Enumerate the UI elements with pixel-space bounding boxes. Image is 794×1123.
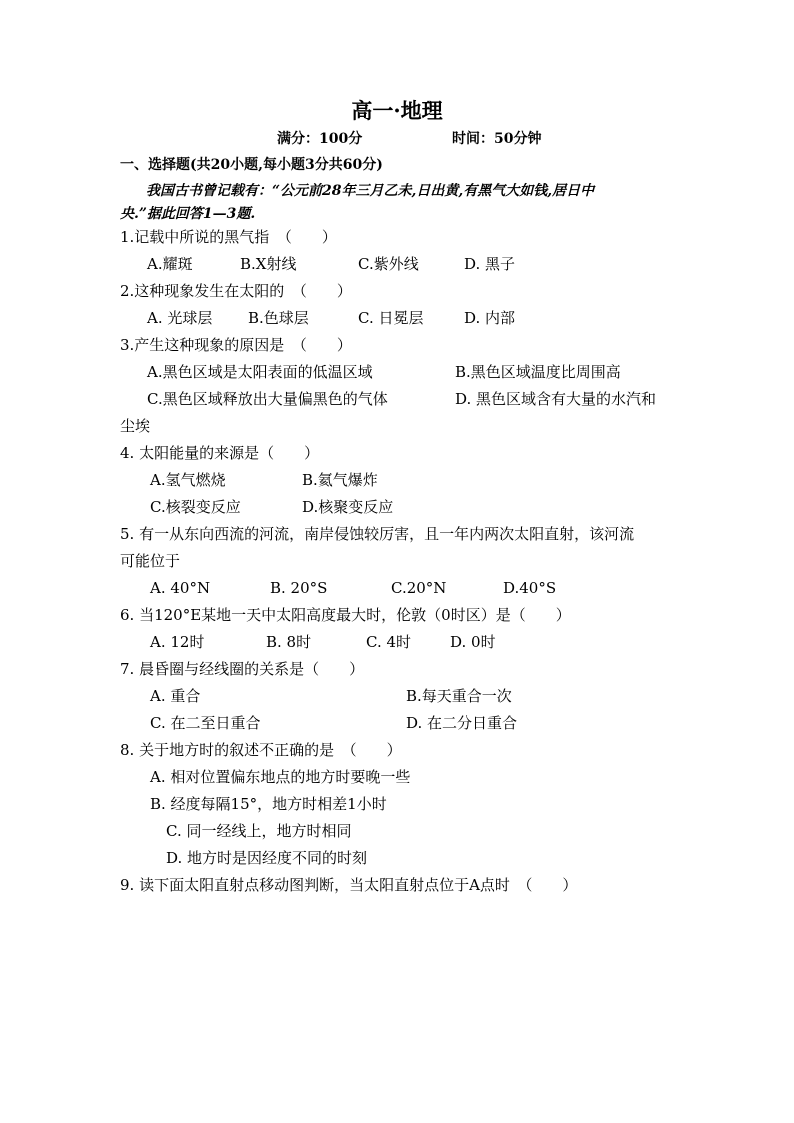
question-8-option-b: B. 经度每隔15°，地方时相差1小时 bbox=[150, 795, 387, 813]
question-7-stem: 7. 晨昏圈与经线圈的关系是（ ） bbox=[120, 660, 365, 678]
section-heading: 一、选择题(共20小题,每小题3分共60分) bbox=[120, 157, 383, 173]
question-6-option-b: B. 8时 bbox=[266, 633, 312, 651]
question-7-option-b: B.每天重合一次 bbox=[406, 687, 512, 705]
question-3-option-a: A.黑色区域是太阳表面的低温区域 bbox=[147, 363, 373, 381]
exam-time: 时间：50分钟 bbox=[452, 131, 542, 147]
question-8-option-a: A. 相对位置偏东地点的地方时要晚一些 bbox=[150, 768, 411, 786]
question-6-option-a: A. 12时 bbox=[150, 633, 205, 651]
question-3-option-d-cont: 尘埃 bbox=[120, 417, 151, 435]
intro-text-line2: 央.”据此回答1—3题. bbox=[120, 206, 256, 222]
question-5-option-a: A. 40°N bbox=[150, 579, 211, 597]
question-3-stem: 3.产生这种现象的原因是 （ ） bbox=[120, 336, 352, 354]
question-2-stem: 2.这种现象发生在太阳的 （ ） bbox=[120, 282, 352, 300]
question-2-option-a: A. 光球层 bbox=[147, 309, 213, 327]
question-1-option-b: B.X射线 bbox=[240, 255, 297, 273]
question-4-option-b: B.氦气爆炸 bbox=[302, 471, 378, 489]
question-1-stem: 1.记载中所说的黑气指 （ ） bbox=[120, 228, 337, 246]
question-7-option-c: C. 在二至日重合 bbox=[150, 714, 261, 732]
question-5-option-d: D.40°S bbox=[503, 579, 557, 597]
question-9-stem: 9. 读下面太阳直射点移动图判断，当太阳直射点位于A点时 （ ） bbox=[120, 876, 578, 894]
question-4-option-c: C.核裂变反应 bbox=[150, 498, 241, 516]
question-5-option-b: B. 20°S bbox=[270, 579, 328, 597]
question-2-option-b: B.色球层 bbox=[248, 309, 309, 327]
question-1-option-a: A.耀斑 bbox=[147, 255, 193, 273]
question-8-option-c: C. 同一经线上，地方时相同 bbox=[166, 822, 352, 840]
question-8-stem: 8. 关于地方时的叙述不正确的是 （ ） bbox=[120, 741, 402, 759]
question-3-option-c: C.黑色区域释放出大量偏黑色的气体 bbox=[147, 390, 388, 408]
full-marks: 满分：100分 bbox=[277, 131, 363, 147]
question-5-option-c: C.20°N bbox=[391, 579, 447, 597]
question-3-option-d: D. 黑色区域含有大量的水汽和 bbox=[455, 390, 657, 408]
question-7-option-a: A. 重合 bbox=[150, 687, 201, 705]
question-4-stem: 4. 太阳能量的来源是（ ） bbox=[120, 444, 320, 462]
question-4-option-a: A.氢气燃烧 bbox=[150, 471, 226, 489]
question-1-option-c: C.紫外线 bbox=[358, 255, 419, 273]
question-1-option-d: D. 黑子 bbox=[464, 255, 516, 273]
question-2-option-d: D. 内部 bbox=[464, 309, 516, 327]
question-7-option-d: D. 在二分日重合 bbox=[406, 714, 518, 732]
question-2-option-c: C. 日冕层 bbox=[358, 309, 424, 327]
question-5-stem-line1: 5. 有一从东向西流的河流，南岸侵蚀较厉害，且一年内两次太阳直射，该河流 bbox=[120, 525, 635, 543]
page-title: 高一·地理 bbox=[351, 98, 443, 123]
question-3-option-b: B.黑色区域温度比周围高 bbox=[455, 363, 621, 381]
question-6-option-d: D. 0时 bbox=[450, 633, 496, 651]
intro-text-line1: 我国古书曾记载有：“公元前28年三月乙未,日出黄,有黑气大如钱,居日中 bbox=[146, 183, 595, 199]
question-6-option-c: C. 4时 bbox=[366, 633, 412, 651]
question-4-option-d: D.核聚变反应 bbox=[302, 498, 394, 516]
question-8-option-d: D. 地方时是因经度不同的时刻 bbox=[166, 849, 368, 867]
question-6-stem: 6. 当120°E某地一天中太阳高度最大时，伦敦（0时区）是（ ） bbox=[120, 606, 571, 624]
question-5-stem-line2: 可能位于 bbox=[120, 552, 181, 570]
